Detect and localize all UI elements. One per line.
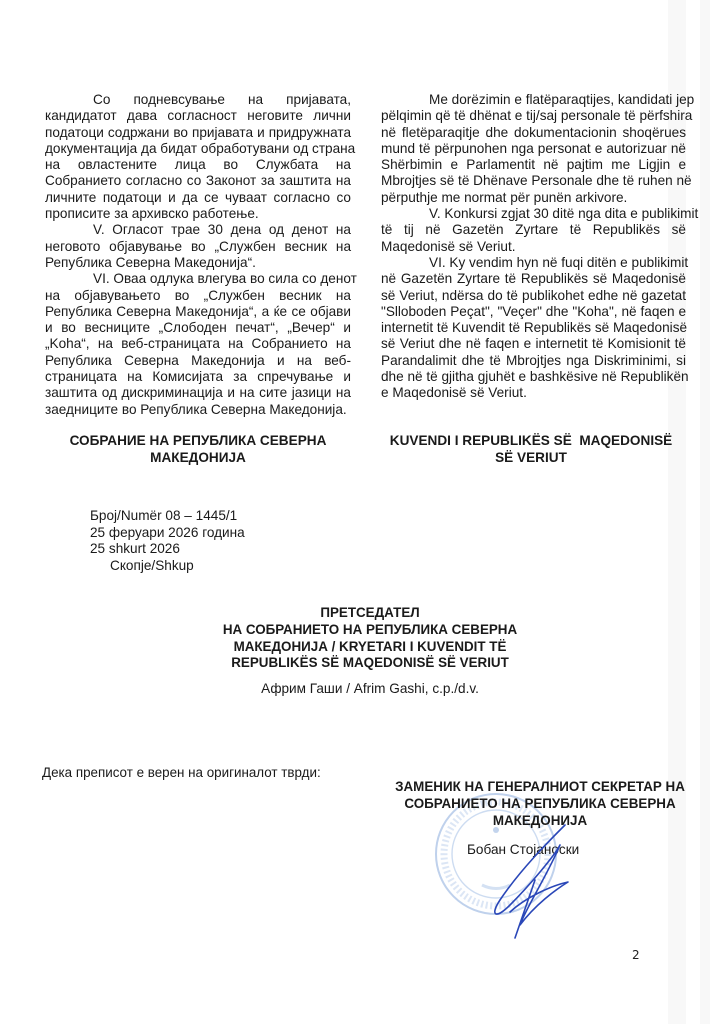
paragraph-line: заштита од дискриминација и на сите јазици на: [45, 385, 351, 401]
president-name: Африм Гаши / Afrim Gashi, c.p./d.v.: [261, 681, 479, 696]
certification-text: Дека преписот е верен на оригиналот тврди:: [42, 765, 321, 780]
paragraph-line: së Veriut, ndërsa do të publikohet edhe në gazetat: [381, 287, 686, 303]
paragraph-line: internetit të Kuvendit të Republikës së Maqedonisë: [381, 320, 688, 336]
paragraph-line: dhe në të gjitha gjuhët e bashkësive në Republikën: [381, 369, 689, 385]
heading-sq-line2: SË VERIUT: [495, 450, 567, 465]
paragraph-line: në fletëparaqitje dhe dokumentacionin shoqërues: [381, 124, 686, 140]
paragraph-line: на објавувањето во „Службен весник на: [45, 287, 351, 303]
paragraph-line: VI. Ky vendim hyn në fuqi ditën e publikimit: [429, 254, 689, 270]
paragraph-line: Parandalimit dhe të Mbrojtjes nga Diskriminimi, si: [381, 352, 686, 368]
left-column-text: [45, 92, 357, 418]
paragraph-line: Mbrojtjes së të Dhënave Personale dhe të ruhen në: [381, 173, 692, 189]
president-title: [180, 605, 560, 672]
deputy-title-line: ЗАМЕНИК НА ГЕНЕРАЛНИОТ СЕКРЕТАР НА: [395, 779, 685, 794]
paragraph-line: Me dorëzimin e flatëparaqtijes, kandidati jep: [429, 92, 695, 107]
reference-number: Број/Numër 08 – 1445/1: [90, 508, 238, 523]
paragraph-line: податоци содржани во пријавата и придружната: [45, 124, 351, 140]
reference-block: [90, 508, 245, 574]
deputy-title-line: СОБРАНИЕТО НА РЕПУБЛИКА СЕВЕРНА: [404, 796, 676, 811]
paragraph-line: страницата на Комисијата за спречување и: [45, 369, 351, 385]
paragraph-line: e Maqedonisë së Veriut.: [381, 385, 527, 401]
paragraph-line: V. Konkursi zgjat 30 ditë nga dita e publikimit: [429, 206, 699, 222]
heading-sq-line1: KUVENDI I REPUBLIKËS SË MAQEDONISË: [389, 433, 673, 448]
paragraph-line: në Gazetën Zyrtare të Republikës së Maqedonisë: [381, 271, 686, 287]
deputy-title-line: МАКЕДОНИЈА: [492, 813, 588, 828]
president-title-line: МАКЕДОНИЈА / KRYETARI I KUVENDIT TË: [233, 638, 507, 654]
date-albanian: 25 shkurt 2026: [90, 541, 180, 557]
right-column-text: [381, 92, 699, 402]
paragraph-line: së Veriut dhe në faqen e internetit të Komisionit të: [381, 336, 686, 352]
paragraph-line: VI. Оваа одлука влегува во сила со денот: [93, 271, 357, 287]
paragraph-line: документација да бидат обработувани од страна: [45, 140, 356, 156]
paragraph-line: на овластените лица во Службата на: [45, 157, 351, 173]
heading-mk-line1: СОБРАНИЕ НА РЕПУБЛИКА СЕВЕРНА: [69, 433, 327, 448]
president-title-line: ПРЕТСЕДАТЕЛ: [320, 605, 420, 620]
date-macedonian: 25 фeруари 2026 година: [90, 524, 245, 540]
handwritten-signature-icon: [480, 820, 580, 940]
place: Скопје/Shkup: [110, 557, 194, 573]
paragraph-line: Shërbimin e Parlamentit në pajtim me Ligjin e: [381, 157, 686, 173]
paragraph-line: Република Северна Македонија“.: [45, 254, 256, 270]
paragraph-line: mund të përpunohen nga personat e autorizuar në: [381, 140, 686, 156]
paragraph-line: Република Северна Македонија“, а ќе се објави: [45, 303, 351, 319]
heading-macedonian: [45, 432, 351, 466]
paragraph-line: të tij në Gazetën Zyrtare të Republikës së: [381, 222, 686, 238]
page-number: 2: [632, 948, 640, 962]
paragraph-line: "Slloboden Peçat", "Veçer" dhe "Koha", në faqen e: [381, 303, 686, 319]
president-title-line: REPUBLIKËS SË MAQEDONISË SË VERIUT: [231, 655, 509, 671]
paragraph-line: Maqedonisë së Veriut.: [381, 238, 516, 254]
paragraph-line: pëlqimin që të dhënat e tij/saj personale të përfshira: [381, 108, 693, 124]
paragraph-line: личните податоци и да се чуваат согласно со: [45, 189, 351, 205]
paragraph-line: Собранието согласно со Законот за заштита на: [45, 173, 351, 189]
deputy-secretary-name: Бобан Стојаноски: [467, 842, 580, 857]
paragraph-line: V. Огласот трае 30 дена од денот на: [93, 222, 351, 238]
paragraph-line: и во весниците „Слободен печат“, „Вечер“ и: [45, 320, 351, 336]
paragraph-line: përputhje me normat për punën arkivore.: [381, 189, 628, 205]
paragraph-line: кандидатот дава согласност неговите лични: [45, 108, 351, 124]
heading-albanian: [371, 432, 691, 466]
president-title-line: НА СОБРАНИЕТО НА РЕПУБЛИКА СЕВЕРНА: [222, 621, 518, 637]
paragraph-line: прописите за архивско работење.: [45, 206, 259, 222]
paragraph-line: „Koha“, на веб-страницата на Собранието на: [45, 336, 351, 352]
scan-artifact: [700, 0, 710, 1024]
paragraph-line: Република Северна Македонија и на веб-: [45, 352, 351, 368]
paragraph-line: заедниците во Република Северна Македонија.: [45, 401, 347, 417]
paragraph-line: Со подневсување на пријавата,: [93, 92, 351, 107]
heading-mk-line2: МАКЕДОНИЈА: [150, 450, 246, 465]
paragraph-line: неговото објавување во „Службен весник на: [45, 238, 351, 254]
